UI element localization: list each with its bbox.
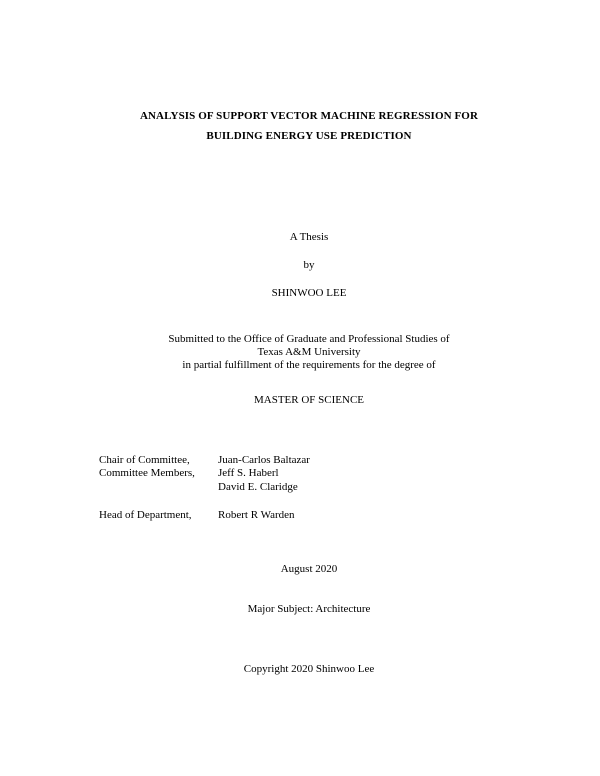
major-subject: Major Subject: Architecture (247, 603, 371, 615)
head-of-department-label: Head of Department, (99, 509, 192, 521)
document-type: A Thesis (289, 231, 329, 243)
chair-name: Juan-Carlos Baltazar (218, 454, 310, 466)
committee-member-1: Jeff S. Haberl (218, 467, 279, 479)
copyright: Copyright 2020 Shinwoo Lee (243, 663, 375, 675)
author-name: SHINWOO LEE (271, 287, 347, 299)
committee-member-2: David E. Claridge (218, 481, 298, 493)
title-line-1: ANALYSIS OF SUPPORT VECTOR MACHINE REGRESSION FOR (139, 110, 479, 122)
by-label: by (303, 259, 315, 271)
title-line-2: BUILDING ENERGY USE PREDICTION (206, 130, 412, 142)
submission-line-2: Texas A&M University (257, 346, 361, 358)
committee-members-label: Committee Members, (99, 467, 195, 479)
chair-label: Chair of Committee, (99, 454, 190, 466)
head-of-department-name: Robert R Warden (218, 509, 295, 521)
degree: MASTER OF SCIENCE (253, 394, 365, 406)
submission-line-1: Submitted to the Office of Graduate and Professional Studies of (168, 333, 450, 345)
date: August 2020 (280, 563, 338, 575)
submission-line-3: in partial fulfillment of the requirements for the degree of (182, 359, 436, 371)
